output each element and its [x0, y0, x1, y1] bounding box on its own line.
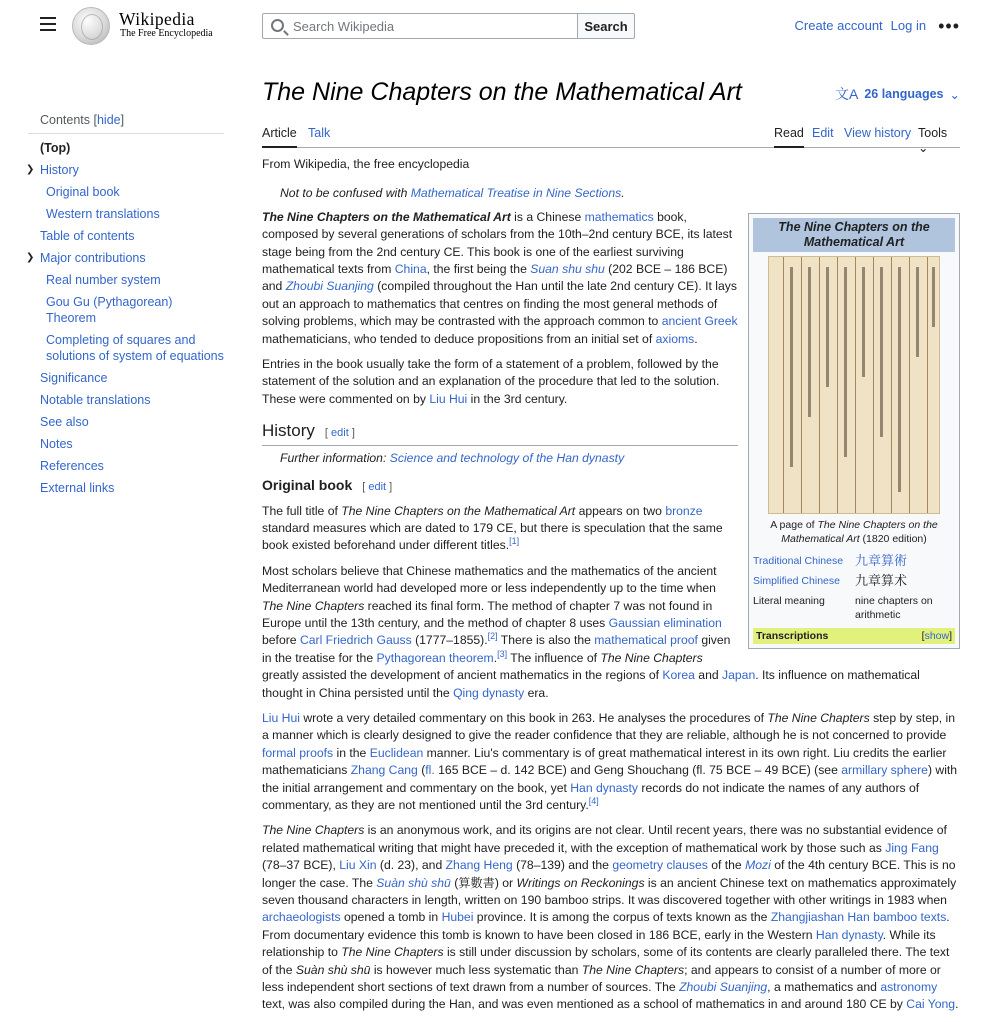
body-text: The Nine Chapters — [581, 962, 685, 977]
body-text: era. — [524, 685, 549, 700]
toc-item-major-contributions[interactable] — [28, 250, 224, 266]
tab-view-history[interactable]: View history — [844, 126, 912, 140]
body-text: The Nine Chapters — [341, 945, 444, 960]
toc-item-real-number-system[interactable] — [28, 272, 224, 288]
link-axioms[interactable]: axioms — [655, 331, 695, 346]
wordmark-tagline: The Free Encyclopedia — [120, 28, 213, 39]
literal-meaning-label: Literal meaning — [753, 594, 825, 607]
tools-label: Tools — [918, 126, 948, 140]
link-han-dynasty[interactable]: Han dynasty — [570, 780, 638, 795]
body-text: step by step, in a manner which is clearly designed to give the reader confidence that they are reliable, although he is not concerned to provide — [262, 710, 956, 743]
link-china[interactable]: China — [394, 262, 427, 277]
ref-3[interactable]: [3] — [497, 648, 508, 659]
main-content — [262, 70, 960, 1022]
edit-original-book-link[interactable]: edit — [368, 481, 387, 494]
toc-hide-link[interactable]: hide — [96, 113, 121, 127]
link-geometry-clauses[interactable]: geometry clauses — [612, 858, 708, 873]
toc-item-completing-squares[interactable] — [28, 332, 224, 364]
body-text: . — [694, 331, 698, 346]
body-text: (compiled throughout the Han until the late 2nd century CE). It lays out an approach to mathematics that centres on finding the most general methods of solving problems, which may be contrasted with the approach common to — [262, 279, 737, 329]
body-text: The Nine Chapters — [767, 710, 870, 725]
body-text: (78–37 BCE), — [262, 858, 340, 873]
body-text: is an anonymous work, and its origins are not clear. Until recent years, there was no substantial evidence of related mathematical writing that might have preceded it, with the exception of mathematical work by those such as — [262, 823, 947, 855]
body-text: is still under discussion by scholars, some of its contents are clearly paralleled there. The text of the — [262, 945, 950, 977]
body-text: is a Chinese — [510, 209, 585, 224]
bold-title: The Nine Chapters on the Mathematical Art — [262, 209, 511, 224]
body-text: reached its final form. The method of chapter 7 was not found in Europe until the 13th century, and the method of chapter 8 uses — [262, 598, 713, 630]
link-korea[interactable]: Korea — [662, 668, 695, 683]
toc-item-label: Completing of squares and solutions of system of equations — [46, 333, 224, 363]
toc-item-label: Major contributions — [40, 251, 146, 265]
traditional-chinese-value[interactable]: 九章算術 — [855, 552, 908, 568]
body-text: . Its influence on mathematical thought in China persisted until the — [262, 668, 920, 700]
link-japan[interactable]: Japan — [722, 668, 756, 683]
paragraph-liu-hui — [262, 710, 960, 814]
chevron-down-icon[interactable]: ❯ — [26, 252, 35, 263]
link-han-dynasty-2[interactable]: Han dynasty — [815, 927, 883, 942]
language-count: 26 languages — [864, 87, 944, 101]
toc-item-references[interactable] — [28, 458, 224, 474]
link-zhang-heng[interactable]: Zhang Heng — [445, 858, 513, 873]
toc-item-label: Western translations — [46, 207, 160, 221]
toc-item-label: (Top) — [40, 141, 71, 155]
chevron-down-icon: ⌄ — [949, 87, 960, 102]
wikipedia-globe-logo[interactable] — [72, 7, 110, 45]
toc-item-label: External links — [40, 481, 115, 495]
toc-item-notes[interactable] — [28, 436, 224, 452]
body-text: . — [955, 997, 959, 1012]
link-floruit[interactable]: fl. — [425, 763, 435, 778]
body-text: , the first being the — [426, 262, 531, 277]
literal-meaning-value: nine chapters on arithmetic — [855, 594, 933, 621]
toc-item-history[interactable] — [28, 162, 224, 178]
body-text: greatly assisted the development of ancient mathematics in the regions of — [262, 668, 663, 683]
ref-1[interactable]: [1] — [509, 536, 520, 547]
section-original-book: Original book [ edit ] — [262, 477, 393, 494]
body-text: manner. Liu's commentary is of great mathematical interest in its own right. Liu credits the earlier mathematicians — [262, 745, 947, 778]
toc-item-significance[interactable] — [28, 370, 224, 386]
tools-menu[interactable] — [918, 126, 960, 155]
toc-item-label: Original book — [46, 185, 120, 199]
body-text: The influence of — [507, 650, 601, 665]
original-book-heading: Original book — [262, 477, 353, 494]
body-text: in the 3rd century. — [467, 391, 568, 406]
toc-item-label: Gou Gu (Pythagorean) Theorem — [46, 295, 173, 325]
tab-article[interactable]: Article — [262, 126, 297, 148]
traditional-chinese-link[interactable]: Traditional Chinese — [753, 554, 844, 567]
link-liu-hui[interactable]: Liu Hui — [429, 391, 468, 406]
simplified-chinese-link[interactable]: Simplified Chinese — [753, 574, 840, 587]
book-page-image[interactable] — [768, 256, 940, 514]
body-text: . While its relationship to — [262, 927, 936, 960]
link-gaussian-elimination[interactable]: Gaussian elimination — [608, 615, 722, 630]
main-menu-icon[interactable] — [40, 17, 56, 31]
wordmark-title[interactable]: Wikipedia — [119, 9, 195, 29]
section-history: History [ edit ] — [262, 422, 738, 445]
infobox-title: The Nine Chapters on the Mathematical Art — [753, 218, 955, 252]
link-archaeologists[interactable]: archaeologists — [262, 910, 341, 925]
paragraph-anonymous-work — [262, 822, 960, 1013]
history-heading: History — [262, 421, 315, 441]
site-header — [0, 0, 1000, 52]
link-formal-proofs[interactable]: formal proofs — [262, 745, 334, 760]
body-text: records do not indicate the names of any authors of commentary, as they are not mentioned until the 3rd century. — [262, 780, 920, 812]
link-euclidean[interactable]: Euclidean — [369, 745, 424, 760]
toc-item-western-translations[interactable] — [28, 206, 224, 222]
body-text: Writings on Reckonings — [516, 875, 645, 890]
link-pythagorean-theorem[interactable]: Pythagorean theorem — [376, 650, 494, 665]
link-bronze[interactable]: bronze — [665, 503, 703, 518]
further-text: Further information: — [280, 450, 390, 465]
page-tabs — [262, 118, 960, 155]
body-text: Most scholars believe that Chinese mathematics and the mathematics of the ancient Mediterranean world had developed more or less independently up to the time when — [262, 563, 717, 596]
search-button[interactable]: Search — [577, 13, 635, 39]
log-in-link[interactable]: Log in — [890, 18, 927, 33]
user-links — [787, 15, 961, 36]
body-text: ( — [417, 763, 426, 778]
chevron-down-icon[interactable]: ❯ — [26, 164, 35, 175]
caption-text: (1820 edition) — [859, 532, 927, 545]
toc-item-original-book[interactable] — [28, 184, 224, 200]
link-zhang-cang[interactable]: Zhang Cang — [350, 763, 418, 778]
toc-heading: Contents [hide] — [28, 113, 224, 134]
body-text: ) with the initial arrangement and commentary on the book, yet — [262, 763, 958, 795]
link-mathematical-proof[interactable]: mathematical proof — [594, 633, 698, 648]
table-of-contents — [28, 113, 224, 502]
search-box — [262, 13, 578, 39]
toc-item-label: Notable translations — [40, 393, 151, 407]
search-icon — [271, 19, 284, 32]
link-liu-hui-2[interactable]: Liu Hui — [262, 710, 300, 725]
toc-heading-label: Contents — [40, 113, 91, 127]
link-suan-shu-shu-2[interactable]: Suàn shù shū — [376, 875, 451, 890]
body-text: of the 4th century BCE. This is no longer the case. The — [262, 858, 956, 890]
link-astronomy[interactable]: astronomy — [880, 980, 938, 995]
create-account-link[interactable]: Create account — [794, 18, 883, 33]
further-info-link[interactable]: Science and technology of the Han dynasty — [389, 450, 625, 465]
show-transcriptions-link[interactable]: show — [924, 629, 950, 642]
body-text: of the — [707, 858, 746, 873]
link-mozi[interactable]: Mozi — [745, 858, 771, 873]
transcriptions-label: Transcriptions — [756, 629, 829, 642]
hatnote: Not to be confused with Mathematical Treatise in Nine Sections. — [280, 186, 625, 201]
toc-item-label: Notes — [40, 437, 73, 451]
hatnote-link[interactable]: Mathematical Treatise in Nine Sections — [410, 186, 622, 201]
link-ancient-greek[interactable]: ancient Greek — [661, 314, 738, 329]
body-text: text, was also compiled during the Han, and was even mentioned as a school of mathematics in and around 180 CE by — [262, 997, 907, 1012]
tab-talk[interactable]: Talk — [308, 126, 331, 140]
link-hubei[interactable]: Hubei — [441, 910, 474, 925]
chevron-down-icon: ⌄ — [918, 141, 929, 155]
infobox-caption — [753, 518, 955, 546]
body-text: There is also the — [497, 633, 595, 648]
body-text: (算數書) or — [450, 875, 517, 890]
infobox — [748, 213, 960, 649]
body-text: Entries in the book usually take the form of a statement of a problem, followed by the statement of the solution and an explanation of the procedure that led to the solution. These were commented on by — [262, 357, 720, 406]
body-text: given in the treatise for the — [262, 633, 731, 665]
toc-item-label: Real number system — [46, 273, 161, 287]
body-text: The full title of — [262, 503, 342, 518]
toc-item-label: References — [40, 459, 104, 473]
search-input[interactable] — [291, 14, 571, 38]
body-text: before — [262, 633, 300, 648]
link-qing-dynasty[interactable]: Qing dynasty — [453, 685, 525, 700]
page-title: The Nine Chapters on the Mathematical Art — [262, 78, 742, 106]
body-text: The Nine Chapters — [262, 598, 365, 613]
tab-read[interactable]: Read — [774, 126, 804, 148]
body-text: ; and appears to consist of a number of more or less independent short sections of text drawn from a number of sources. The — [262, 962, 941, 995]
toc-item-table-of-contents[interactable] — [28, 228, 224, 244]
link-zhoubi-suanjing[interactable]: Zhoubi Suanjing — [285, 279, 374, 294]
body-text: is however much less systematic than — [370, 962, 582, 977]
body-text: . From documentary evidence this tomb is known to have been closed in 186 BCE, early in the Western — [262, 910, 950, 942]
link-jing-fang[interactable]: Jing Fang — [885, 840, 939, 855]
link-armillary-sphere[interactable]: armillary sphere — [841, 763, 928, 778]
translate-icon: 文A — [834, 86, 859, 102]
link-liu-xin[interactable]: Liu Xin — [339, 858, 377, 873]
hatnote-text: Not to be confused with — [280, 186, 411, 201]
ref-2[interactable]: [2] — [487, 631, 498, 642]
toc-item-notable-translations[interactable] — [28, 392, 224, 408]
transcriptions-bar: Transcriptions [show] — [753, 628, 955, 644]
infobox-row-literal — [753, 594, 955, 622]
link-zhangjiashan[interactable]: Zhangjiashan Han bamboo texts — [770, 910, 947, 925]
caption-text: A page of — [770, 518, 818, 531]
toc-item-gou-gu[interactable] — [28, 294, 224, 326]
body-text: (1777–1855). — [411, 633, 488, 648]
toc-item-label: Table of contents — [40, 229, 135, 243]
body-text: mathematicians, who tended to deduce propositions from an initial set of — [262, 331, 656, 346]
edit-history-link[interactable]: edit — [331, 427, 349, 440]
body-text: (202 BCE – 186 BCE) and — [262, 262, 728, 294]
body-text: The Nine Chapters — [600, 650, 703, 665]
body-text: , a mathematics and — [767, 980, 881, 995]
body-text: . — [493, 650, 498, 665]
site-sub: From Wikipedia, the free encyclopedia — [262, 157, 470, 171]
link-mathematics[interactable]: mathematics — [584, 209, 654, 224]
toc-item-top[interactable] — [28, 140, 224, 156]
body-text: is an ancient Chinese text on mathematics approximately seven thousand characters in length, written on 190 bamboo strips. It was discovered together with other writings in 1983 when — [262, 875, 957, 908]
toc-item-label: See also — [40, 415, 89, 429]
body-text: book, composed by several generations of scholars from the 10th–2nd century BCE, its latest stage being from the 2nd century CE. This book is one of the earliest surviving mathematical texts from — [262, 209, 733, 277]
tab-edit[interactable]: Edit — [812, 126, 834, 140]
body-text: The Nine Chapters on the Mathematical Art — [341, 503, 576, 518]
caption-italic: The Nine Chapters on the Mathematical Art — [781, 518, 938, 545]
infobox-row-traditional — [753, 554, 955, 568]
body-text: Suàn shù shū — [295, 962, 371, 977]
article-body — [262, 156, 960, 1014]
language-selector[interactable] — [835, 84, 960, 104]
body-text: standard measures which are dated to 179 CE, but there is speculation that the same book existed beforehand under different titles. — [262, 520, 723, 553]
simplified-chinese-value: 九章算术 — [855, 572, 908, 588]
body-text: in the — [333, 745, 370, 760]
body-text: (78–139) and the — [512, 858, 613, 873]
ref-4[interactable]: [4] — [588, 795, 599, 806]
body-text: The Nine Chapters — [262, 823, 365, 838]
toc-item-label: History — [40, 163, 79, 177]
body-text: province. It is among the corpus of texts known as the — [473, 910, 771, 925]
body-text: wrote a very detailed commentary on this book in 263. He analyses the procedures of — [299, 710, 768, 725]
more-options-icon[interactable]: ••• — [938, 15, 960, 36]
link-cai-yong[interactable]: Cai Yong — [906, 997, 956, 1012]
toc-item-see-also[interactable] — [28, 414, 224, 430]
link-zhoubi-suanjing-2[interactable]: Zhoubi Suanjing — [679, 980, 768, 995]
body-text: opened a tomb in — [340, 910, 442, 925]
infobox-row-simplified — [753, 574, 955, 588]
toc-item-external-links[interactable] — [28, 480, 224, 496]
link-gauss[interactable]: Carl Friedrich Gauss — [299, 633, 412, 648]
body-text: (d. 23), and — [376, 858, 446, 873]
toc-item-label: Significance — [40, 371, 108, 385]
body-text: 165 BCE – d. 142 BCE) and Geng Shouchang (fl. 75 BCE – 49 BCE) (see — [434, 763, 842, 778]
body-text: and — [694, 668, 723, 683]
body-text: appears on two — [575, 503, 666, 518]
link-suan-shu-shu[interactable]: Suan shu shu — [530, 262, 605, 277]
